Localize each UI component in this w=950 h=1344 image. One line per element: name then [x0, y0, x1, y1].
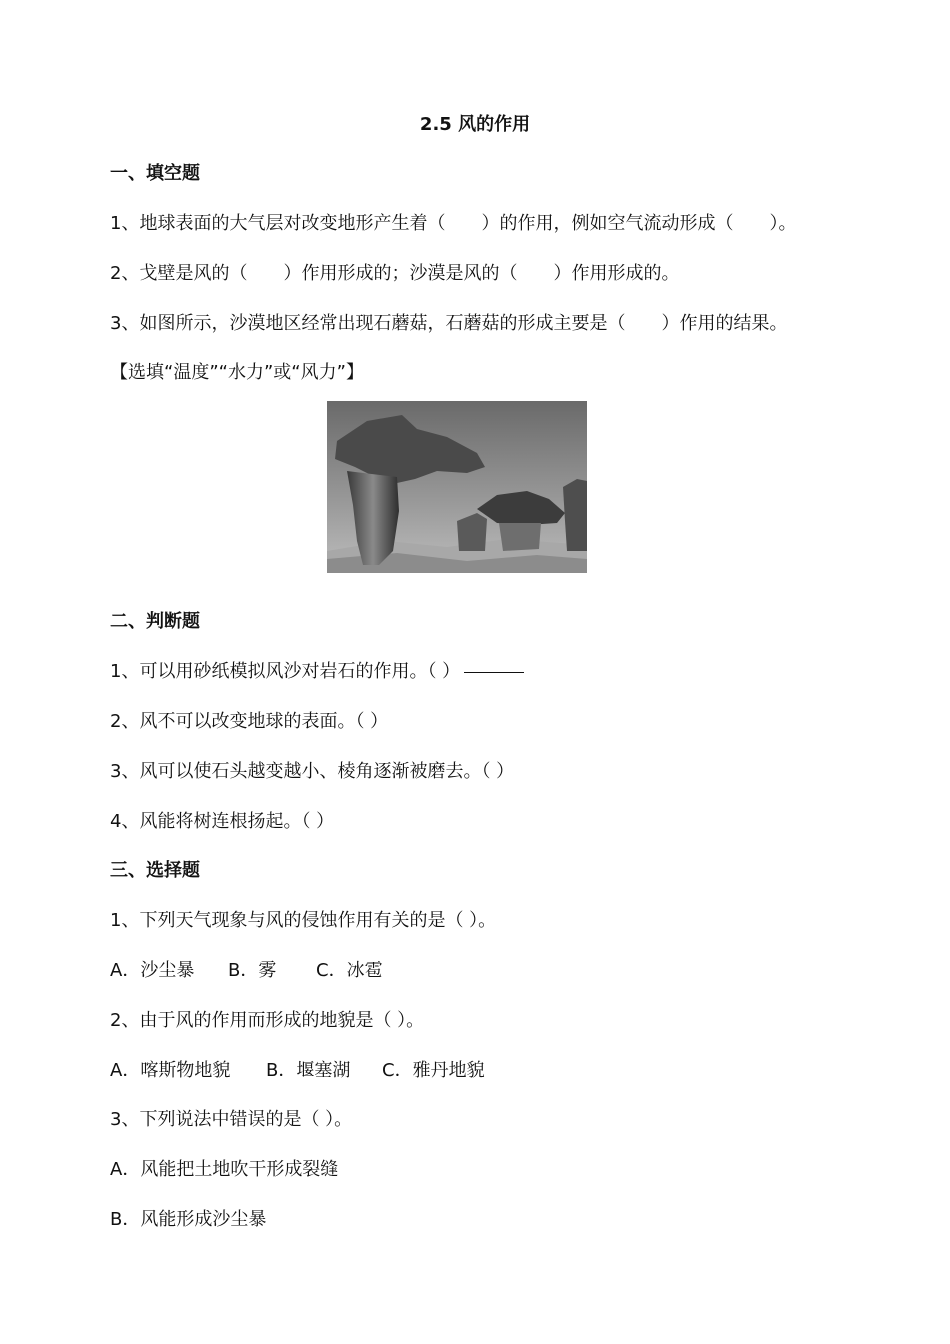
section-heading-fill-blank: 一、填空题 — [110, 163, 200, 184]
option-c: C．雅丹地貌 — [382, 1060, 485, 1081]
choice-question-1-options — [110, 959, 383, 983]
option-a: A．喀斯物地貌 — [110, 1060, 231, 1081]
true-false-question-1 — [110, 660, 524, 684]
true-false-question-2: 2、风不可以改变地球的表面。（ ） — [110, 711, 389, 732]
answer-underline — [464, 671, 524, 673]
section-heading-multiple-choice: 三、选择题 — [110, 860, 200, 881]
page-title: 2.5 风的作用 — [419, 114, 531, 135]
stone-mushroom-photo — [327, 401, 587, 573]
option-c: C．冰雹 — [316, 960, 383, 981]
fill-blank-question-3: 3、如图所示，沙漠地区经常出现石蘑菇，石蘑菇的形成主要是（ ）作用的结果。 — [110, 313, 788, 334]
option-a: A．沙尘暴 — [110, 960, 195, 981]
choice-question-3: 3、下列说法中错误的是（ ）。 — [110, 1109, 353, 1130]
choice-question-3-option-b: B．风能形成沙尘暴 — [110, 1209, 267, 1230]
choice-question-2-options — [110, 1059, 485, 1083]
true-false-question-3: 3、风可以使石头越变越小、棱角逐渐被磨去。（ ） — [110, 761, 515, 782]
choice-question-3-option-a: A．风能把土地吹干形成裂缝 — [110, 1159, 339, 1180]
option-b: B．雾 — [228, 960, 277, 981]
true-false-question-1-text: 1、可以用砂纸模拟风沙对岩石的作用。（ ） — [110, 661, 461, 682]
fill-blank-question-3-hint: 【选填“温度”“水力”或“风力”】 — [110, 362, 364, 383]
section-heading-true-false: 二、判断题 — [110, 611, 200, 632]
option-b: B．堰塞湖 — [266, 1060, 351, 1081]
fill-blank-question-1: 1、地球表面的大气层对改变地形产生着（ ）的作用，例如空气流动形成（ ）。 — [110, 213, 797, 234]
fill-blank-question-2: 2、戈壁是风的（ ）作用形成的；沙漠是风的（ ）作用形成的。 — [110, 263, 680, 284]
stone-mushroom-illustration — [327, 401, 587, 573]
choice-question-2: 2、由于风的作用而形成的地貌是（ ）。 — [110, 1010, 425, 1031]
true-false-question-4: 4、风能将树连根扬起。（ ） — [110, 811, 335, 832]
choice-question-1: 1、下列天气现象与风的侵蚀作用有关的是（ ）。 — [110, 910, 497, 931]
